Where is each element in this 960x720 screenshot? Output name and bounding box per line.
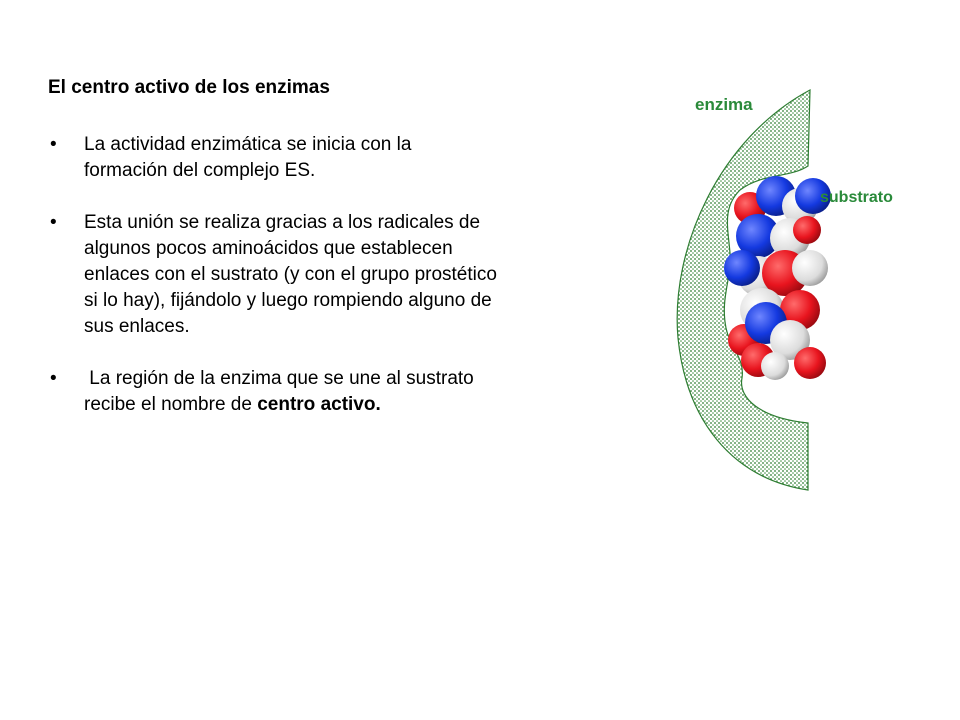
slide-title: El centro activo de los enzimas: [48, 77, 330, 98]
bullet-marker: •: [50, 212, 57, 233]
bullet-text-line: algunos pocos aminoácidos que establecen: [84, 238, 453, 259]
bullet-list: [48, 132, 618, 444]
bullet-item-active-site: [48, 366, 618, 418]
atom-red: [793, 216, 821, 244]
bullet-text-line: si lo hay), fijándolo y luego rompiendo alguno de: [84, 290, 492, 311]
bullet-item-es-complex: [48, 132, 618, 184]
bullet-marker: •: [50, 134, 57, 155]
bullet-text-line: La región de la enzima que se une al sustrato: [84, 368, 474, 389]
active-site-term: centro activo.: [257, 394, 381, 415]
bullet-text-line: La actividad enzimática se inicia con la: [84, 134, 412, 155]
atom-white: [761, 352, 789, 380]
atom-red: [794, 347, 826, 379]
bullet-text-line: sus enlaces.: [84, 316, 190, 337]
atom-white: [792, 250, 828, 286]
bullet-text-line: Esta unión se realiza gracias a los radicales de: [84, 212, 481, 233]
label-enzyme: enzima: [695, 95, 753, 114]
substrate-molecule: [724, 176, 831, 380]
bullet-marker: •: [50, 368, 57, 389]
bullet-text-line: formación del complejo ES.: [84, 160, 316, 181]
bullet-text-line: recibe el nombre de: [84, 394, 258, 415]
atom-blue: [724, 250, 760, 286]
bullet-text-line: enlaces con el sustrato (y con el grupo prostético: [84, 264, 497, 285]
enzyme-substrate-diagram: [650, 78, 920, 498]
bullet-item-union: [48, 210, 618, 340]
label-substrate: substrato: [820, 189, 893, 206]
